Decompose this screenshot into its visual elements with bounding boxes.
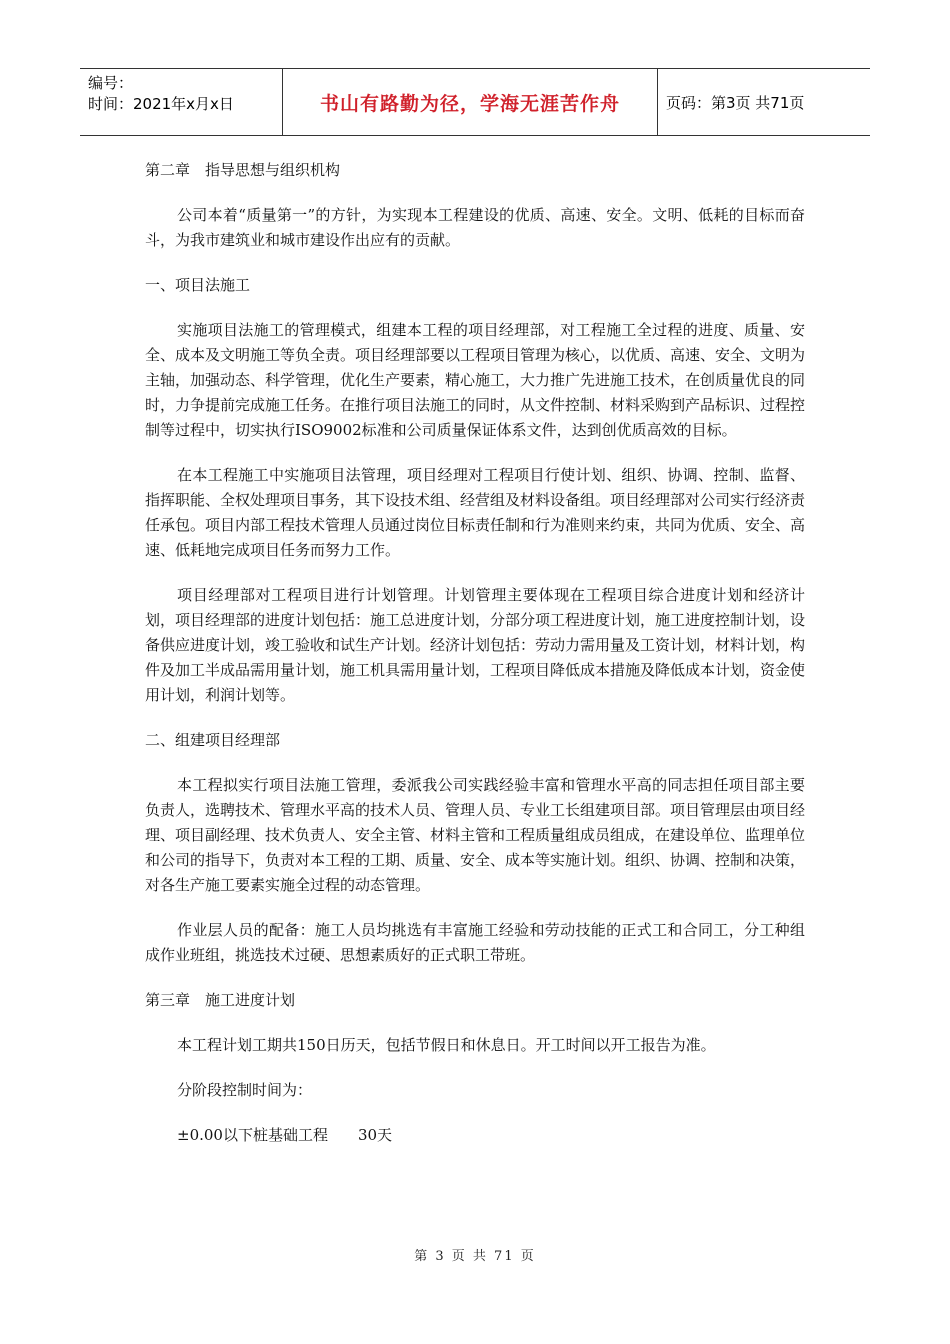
chapter-3-title: 第三章 施工进度计划	[145, 991, 296, 1009]
paragraph: 项目经理部对工程项目进行计划管理。计划管理主要体现在工程项目综合进度计划和经济计划，项目经理部的进度计划包括：施工总进度计划，分部分项工程进度计划，施工进度控制计划，设备供应进度计划，竣工验收和试生产计划。经济计划包括：劳动力需用量及工资计划，材料计划，构件及加工半成品需用量计划，施工机具需用量计划，工程项目降低成本措施及降低成本计划，资金使用计划，利润计划等。	[145, 586, 806, 704]
header-meta	[80, 69, 282, 135]
paragraph: 作业层人员的配备：施工人员均挑选有丰富施工经验和劳动技能的正式工和合同工，分工种组成作业班组，挑选技术过硬、思想素质好的正式职工带班。	[145, 921, 805, 964]
document-time-label: 时间：2021年x月x日	[88, 95, 234, 113]
page-footer: 第 3 页 共 71 页	[414, 1249, 536, 1264]
section-1-title: 一、项目法施工	[145, 276, 251, 294]
paragraph: 本工程计划工期共150日历天，包括节假日和休息日。开工时间以开工报告为准。	[177, 1036, 716, 1054]
paragraph: 公司本着“质量第一”的方针，为实现本工程建设的优质、高速、安全。文明、低耗的目标而奋斗，为我市建筑业和城市建设作出应有的贡献。	[145, 206, 805, 249]
paragraph: 分阶段控制时间为：	[177, 1081, 313, 1099]
paragraph: 实施项目法施工的管理模式，组建本工程的项目经理部，对工程施工全过程的进度、质量、安全、成本及文明施工等负全责。项目经理部要以工程项目管理为核心，以优质、高速、安全、文明为主轴，加强动态、科学管理，优化生产要素，精心施工，大力推广先进施工技术，在创质量优良的同时，力争提前完成施工任务。在推行项目法施工的同时，从文件控制、材料采购到产品标识、过程控制等过程中，切实执行ISO9002标准和公司质量保证体系文件，达到创优质高效的目标。	[145, 321, 806, 439]
paragraph: 本工程拟实行项目法施工管理，委派我公司实践经验丰富和管理水平高的同志担任项目部主要负责人，选聘技术、管理水平高的技术人员、管理人员、专业工长组建项目部。项目管理层由项目经理、项目副经理、技术负责人、安全主管、材料主管和工程质量组成员组成，在建设单位、监理单位和公司的指导下，负责对本工程的工期、质量、安全、成本等实施计划。组织、协调、控制和决策，对各生产施工要素实施全过程的动态管理。	[145, 776, 806, 894]
chapter-2-title: 第二章 指导思想与组织机构	[145, 161, 341, 179]
schedule-item: ±0.00以下桩基础工程 30天	[177, 1126, 393, 1144]
header-motto: 书山有路勤为径，学海无涯苦作舟	[282, 69, 658, 135]
header-page-code: 页码：第3页 共71页	[666, 93, 805, 112]
section-2-title: 二、组建项目经理部	[145, 731, 281, 749]
document-number-label: 编号：	[88, 74, 134, 92]
paragraph: 在本工程施工中实施项目法管理，项目经理对工程项目行使计划、组织、协调、控制、监督、指挥职能、全权处理项目事务，其下设技术组、经营组及材料设备组。项目经理部对公司实行经济责任承包。项目内部工程技术管理人员通过岗位目标责任制和行为准则来约束，共同为优质、安全、高速、低耗地完成项目任务而努力工作。	[145, 466, 806, 559]
page-header	[80, 68, 870, 136]
document-body	[145, 158, 805, 1168]
